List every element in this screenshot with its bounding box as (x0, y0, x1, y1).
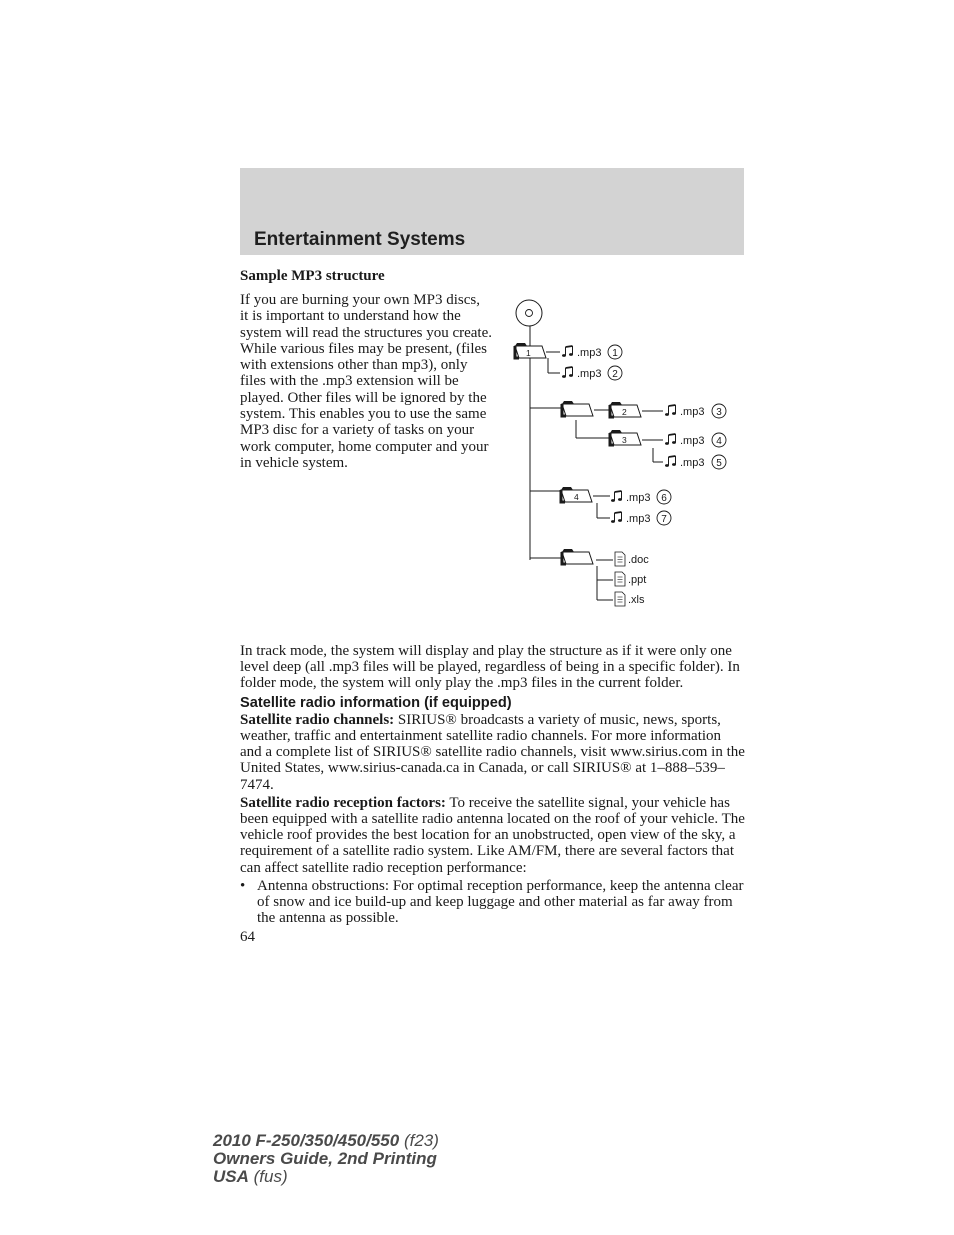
footer-model: 2010 F-250/350/450/550 (213, 1131, 400, 1150)
svg-text:.mp3: .mp3 (680, 406, 705, 418)
mp3-structure-diagram (500, 290, 750, 620)
section-title: Entertainment Systems (254, 229, 466, 250)
reception-factors-paragraph (240, 795, 746, 876)
mp3-file (562, 366, 622, 380)
svg-text:.mp3: .mp3 (626, 513, 651, 525)
folder-icon (561, 487, 592, 502)
svg-text:3: 3 (716, 407, 722, 418)
svg-text:.mp3: .mp3 (577, 347, 602, 359)
footer-market: USA (213, 1167, 249, 1186)
svg-text:.mp3: .mp3 (680, 435, 705, 447)
mp3-file (665, 433, 726, 447)
other-file (615, 552, 649, 566)
svg-text:.mp3: .mp3 (626, 492, 651, 504)
footer-edition-info (213, 1132, 439, 1186)
footer-printing: Owners Guide, 2nd Printing (213, 1149, 437, 1168)
mp3-file (611, 490, 671, 504)
svg-text:6: 6 (661, 493, 667, 504)
document-icon (615, 552, 625, 566)
section-header-band (240, 168, 744, 255)
svg-text:.ppt: .ppt (628, 574, 647, 586)
folder-icon (610, 430, 641, 445)
list-item (240, 878, 746, 927)
footer-model-code: (f23) (399, 1131, 439, 1150)
svg-text:4: 4 (574, 492, 579, 502)
mp3-file (562, 345, 622, 359)
svg-text:2: 2 (622, 407, 627, 417)
folder-icon (562, 549, 593, 564)
music-note-icon (665, 456, 676, 467)
svg-text:.mp3: .mp3 (680, 457, 705, 469)
footer-market-code: (fus) (248, 1167, 288, 1186)
mp3-file (611, 511, 671, 525)
music-note-icon (562, 367, 573, 378)
document-icon (615, 572, 625, 586)
bullet-text: Antenna obstructions: For optimal reception performance, keep the antenna clear of snow and ice build-up and keep luggage and other material as far away from the antenna as possible. (257, 877, 744, 927)
channels-text: SIRIUS® broadcasts a variety of music, news, sports, weather, traffic and entertainment satellite radio channels. For more information and a complete list of SIRIUS® satellite radio channels, visit www.sirius.com in the United States, www.sirius-canada.ca in Canada, or call SIRIUS® at 1–888–539–7474. (240, 711, 745, 793)
music-note-icon (611, 491, 622, 502)
channels-paragraph (240, 712, 746, 793)
channels-label: Satellite radio channels: (240, 711, 395, 728)
svg-text:.doc: .doc (628, 554, 649, 566)
subsection-heading: Sample MP3 structure (240, 268, 385, 284)
body-text (240, 643, 746, 946)
bullet-marker: • (240, 877, 246, 894)
svg-text:7: 7 (661, 514, 667, 525)
svg-text:2: 2 (612, 369, 618, 380)
svg-text:4: 4 (716, 436, 722, 447)
other-file (615, 592, 645, 606)
svg-text:5: 5 (716, 458, 722, 469)
reception-factors-label: Satellite radio reception factors: (240, 794, 446, 811)
track-mode-paragraph: In track mode, the system will display and play the structure as if it were only one level deep (all .mp3 files will be played, regardless of being in a specific folder). In folder mode, the system will only play the .mp3 files in the current folder. (240, 643, 740, 692)
svg-text:.mp3: .mp3 (577, 368, 602, 380)
svg-text:1: 1 (526, 348, 531, 358)
reception-factors-text: To receive the satellite signal, your vehicle has been equipped with a satellite radio antenna located on the roof of your vehicle. The vehicle roof provides the best location for an unobstructed, open view of the sky, a requirement of a satellite radio system. Like AM/FM, there are several factors that can affect satellite radio reception performance: (240, 794, 745, 876)
folder-icon (562, 401, 593, 416)
music-note-icon (665, 434, 676, 445)
document-icon (615, 592, 625, 606)
cd-disc-icon (516, 300, 542, 326)
music-note-icon (562, 346, 573, 357)
svg-text:.xls: .xls (628, 594, 645, 606)
satellite-radio-heading: Satellite radio information (if equipped) (240, 694, 512, 711)
svg-text:1: 1 (612, 348, 618, 359)
mp3-file (665, 455, 726, 469)
mp3-file (665, 404, 726, 418)
folder-icon (610, 402, 641, 417)
other-file (615, 572, 646, 586)
page-number: 64 (240, 929, 255, 946)
music-note-icon (665, 405, 676, 416)
svg-text:3: 3 (622, 435, 627, 445)
music-note-icon (611, 512, 622, 523)
intro-paragraph: If you are burning your own MP3 discs, it is important to understand how the system will read the structures you create. While various files may be present, (files with extensions other than mp3), only files with the .mp3 extension will be played. Other files will be ignored by the system. This enables you to use the same MP3 disc for a variety of tasks on your work computer, home computer and your in vehicle system. (240, 292, 492, 471)
